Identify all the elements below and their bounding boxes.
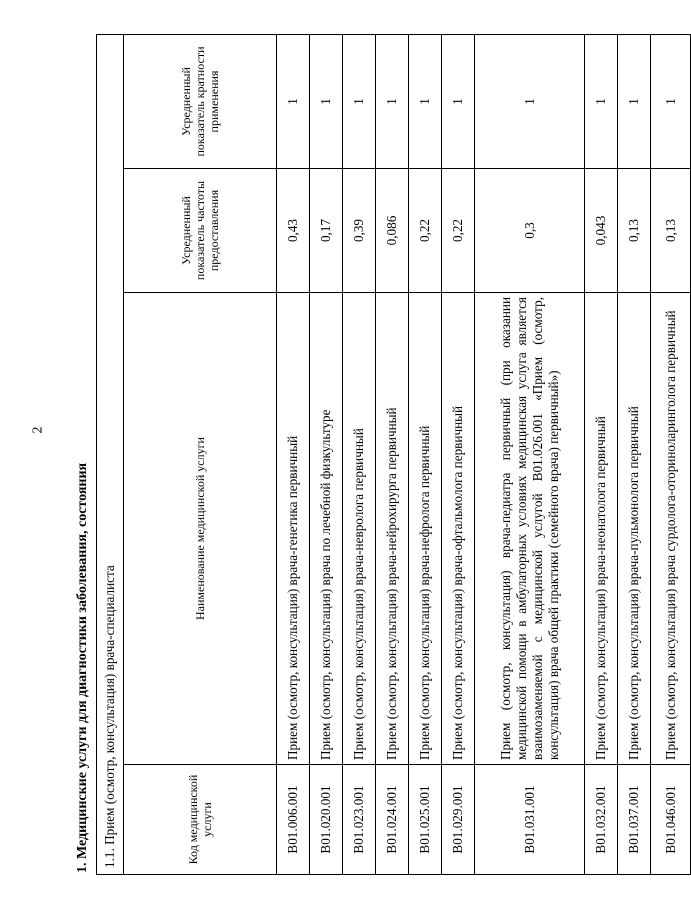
frequency-value: 0,22 [409,169,442,293]
service-code: B01.046.001 [651,765,691,875]
multiplicity-value: 1 [277,34,310,168]
frequency-value: 0,17 [310,169,343,293]
multiplicity-value: 1 [343,34,376,168]
table-row [277,34,310,874]
frequency-value: 0,39 [343,169,376,293]
service-code: B01.037.001 [618,765,651,875]
service-code: B01.032.001 [585,765,618,875]
multiplicity-value: 1 [442,34,475,168]
service-name: Прием (осмотр, консультация) врача-пульмонолога первичный [618,293,651,765]
service-code: B01.020.001 [310,765,343,875]
frequency-value: 0,13 [651,169,691,293]
service-code: B01.023.001 [343,765,376,875]
table-row [475,34,585,874]
service-name: Прием (осмотр, консультация) врача по лечебной физкультуре [310,293,343,765]
page-number: 2 [30,426,46,434]
rotated-page-content [70,35,678,875]
multiplicity-value: 1 [376,34,409,168]
service-code: B01.006.001 [277,765,310,875]
service-code: B01.025.001 [409,765,442,875]
table-row [376,34,409,874]
services-table [96,34,691,875]
service-name: Прием (осмотр, консультация) врача сурдолога-оториноларинголога первичный [651,293,691,765]
table-row [618,34,651,874]
service-name: Прием (осмотр, консультация) врача-педиатра первичный (при оказании медицинской помощи в амбулаторных условиях медицинская услуга является взаимозаменяемой с медицинской услугой B01.026.001 «Прием (осмотр, консультация) врача общей практики (семейного врача) первичный») [475,293,585,765]
service-code: B01.024.001 [376,765,409,875]
multiplicity-value: 1 [585,34,618,168]
frequency-value: 0,043 [585,169,618,293]
service-name: Прием (осмотр, консультация) врача-генетика первичный [277,293,310,765]
table-row [651,34,691,874]
multiplicity-value: 1 [475,34,585,168]
frequency-value: 0,086 [376,169,409,293]
service-code: B01.031.001 [475,765,585,875]
multiplicity-value: 1 [618,34,651,168]
header-code: Код медицинской услуги [124,765,277,875]
header-multiplicity: Усредненный показатель кратности применения [124,34,277,168]
header-row [124,34,277,874]
frequency-value: 0,13 [618,169,651,293]
header-name: Наименование медицинской услуги [124,293,277,765]
header-frequency: Усредненный показатель частоты предоставления [124,169,277,293]
table-row [343,34,376,874]
service-code: B01.029.001 [442,765,475,875]
service-name: Прием (осмотр, консультация) врача-неонатолога первичный [585,293,618,765]
table-row [310,34,343,874]
subsection-title: 1.1. Прием (осмотр, консультация) врача-специалиста [97,34,124,874]
table-row [442,34,475,874]
table-row [585,34,618,874]
multiplicity-value: 1 [310,34,343,168]
service-name: Прием (осмотр, консультация) врача-нейрохирурга первичный [376,293,409,765]
frequency-value: 0,43 [277,169,310,293]
service-name: Прием (осмотр, консультация) врача-нефролога первичный [409,293,442,765]
frequency-value: 0,22 [442,169,475,293]
service-name: Прием (осмотр, консультация) врача-офтальмолога первичный [442,293,475,765]
frequency-value: 0,3 [475,169,585,293]
table-row [409,34,442,874]
multiplicity-value: 1 [409,34,442,168]
section-heading: 1. Медицинские услуги для диагностики заболевания, состояния [75,462,90,873]
service-name: Прием (осмотр, консультация) врача-невролога первичный [343,293,376,765]
subsection-row [97,34,124,874]
multiplicity-value: 1 [651,34,691,168]
